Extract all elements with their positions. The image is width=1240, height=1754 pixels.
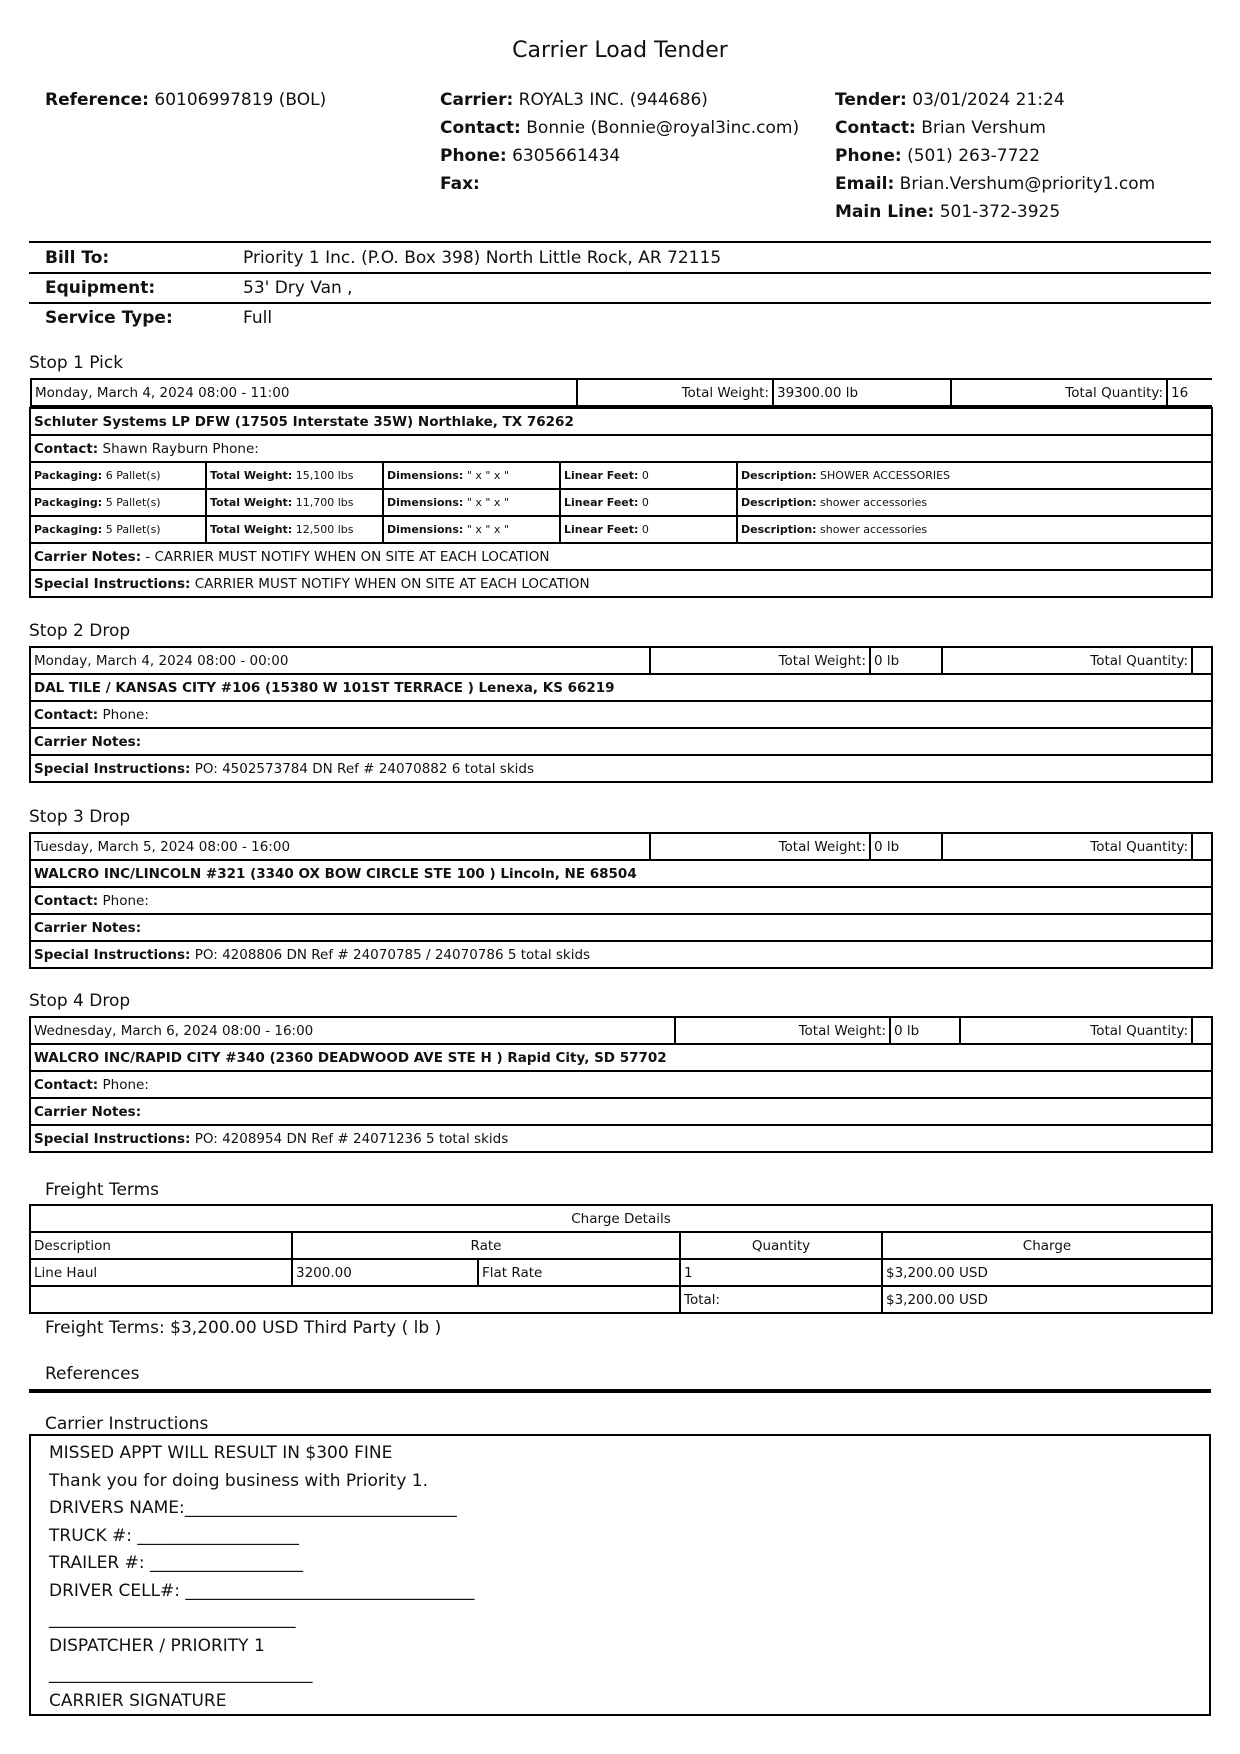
- bill-to-value: Priority 1 Inc. (P.O. Box 398) North Little Rock, AR 72115: [243, 248, 722, 268]
- stop-4-special-instructions: PO: 4208954 DN Ref # 24071236 5 total skids: [194, 1130, 509, 1147]
- packaging-label: Packaging:: [34, 523, 103, 536]
- truck-number-field: TRUCK #: ___________________: [49, 1525, 299, 1546]
- line-rate: 3200.00: [292, 1259, 478, 1286]
- stop-1-special-instructions: CARRIER MUST NOTIFY WHEN ON SITE AT EACH LOCATION: [194, 575, 590, 592]
- stop-4-date: Wednesday, March 6, 2024 08:00 - 16:00: [30, 1017, 675, 1044]
- stop-4-summary-row: [30, 1017, 1212, 1044]
- description-column-header: Description: [30, 1232, 292, 1259]
- instruction-line: MISSED APPT WILL RESULT IN $300 FINE: [49, 1443, 393, 1463]
- dimensions-value: " x " x ": [466, 523, 509, 536]
- stop-3-summary-row: [30, 833, 1212, 860]
- stop-3-total-quantity-label: Total Quantity:: [942, 833, 1192, 860]
- stop-1-contact-label: Contact:: [34, 440, 99, 457]
- references-divider: [29, 1389, 1211, 1393]
- table-row: [30, 462, 1212, 489]
- tender-email-value: Brian.Vershum@priority1.com: [899, 174, 1156, 194]
- description-label: Description:: [741, 496, 817, 509]
- charge-column-header: Charge: [882, 1232, 1212, 1259]
- equipment-row: [45, 273, 353, 303]
- drivers-name-field: DRIVERS NAME:________________________________: [49, 1498, 457, 1519]
- tender-value: 03/01/2024 21:24: [912, 90, 1065, 110]
- stop-3-table: [29, 832, 1213, 969]
- stop-2-location: DAL TILE / KANSAS CITY #106 (15380 W 101ST TERRACE ) Lenexa, KS 66219: [34, 679, 615, 696]
- carrier-instructions-title: Carrier Instructions: [45, 1414, 209, 1434]
- dispatcher-label: DISPATCHER / PRIORITY 1: [49, 1636, 265, 1657]
- stop-2-total-quantity-label: Total Quantity:: [942, 647, 1192, 674]
- tender-phone-value: (501) 263-7722: [907, 146, 1041, 166]
- instruction-line: Thank you for doing business with Priority 1.: [49, 1470, 428, 1491]
- item-weight-value: 11,700 lbs: [295, 496, 354, 509]
- stop-2-special-instructions-label: Special Instructions:: [34, 760, 191, 777]
- stop-2-total-weight-label: Total Weight:: [650, 647, 870, 674]
- stop-4-title: Stop 4 Drop: [29, 991, 131, 1011]
- linear-feet-value: 0: [641, 523, 649, 536]
- item-weight-label: Total Weight:: [210, 469, 293, 482]
- linear-feet-label: Linear Feet:: [564, 496, 639, 509]
- stop-1-carrier-notes-label: Carrier Notes:: [34, 548, 142, 565]
- reference-block: [45, 86, 326, 114]
- item-weight-label: Total Weight:: [210, 523, 293, 536]
- equipment-label: Equipment:: [45, 278, 156, 298]
- service-type-row: [45, 303, 272, 333]
- stop-3-location: WALCRO INC/LINCOLN #321 (3340 OX BOW CIRCLE STE 100 ) Lincoln, NE 68504: [34, 865, 637, 882]
- freight-terms-title: Freight Terms: [45, 1180, 160, 1200]
- carrier-label: Carrier:: [440, 90, 514, 110]
- stop-3-special-instructions: PO: 4208806 DN Ref # 24070785 / 24070786 5 total skids: [194, 946, 591, 963]
- reference-value: 60106997819 (BOL): [154, 90, 327, 110]
- stop-1-location: Schluter Systems LP DFW (17505 Interstate 35W) Northlake, TX 76262: [34, 413, 574, 430]
- stop-4-total-weight: 0 lb: [890, 1017, 960, 1044]
- packaging-value: 5 Pallet(s): [105, 496, 161, 509]
- line-quantity: 1: [680, 1259, 882, 1286]
- quantity-column-header: Quantity: [680, 1232, 882, 1259]
- item-weight-value: 12,500 lbs: [295, 523, 354, 536]
- carrier-signature-line: _______________________________: [49, 1663, 313, 1684]
- stop-2-date: Monday, March 4, 2024 08:00 - 00:00: [30, 647, 650, 674]
- carrier-instructions-box: [29, 1434, 1211, 1716]
- stop-4-contact-label: Contact:: [34, 1076, 99, 1093]
- charge-details-header: Charge Details: [30, 1205, 1212, 1232]
- stop-3-total-quantity: [1192, 833, 1212, 860]
- stop-4-total-quantity-label: Total Quantity:: [960, 1017, 1192, 1044]
- stop-3-contact-label: Contact:: [34, 892, 99, 909]
- line-rate-type: Flat Rate: [478, 1259, 680, 1286]
- stop-1-total-quantity-label: Total Quantity:: [951, 379, 1167, 406]
- equipment-value: 53' Dry Van ,: [243, 278, 353, 298]
- stop-1-total-quantity: 16: [1167, 379, 1212, 406]
- description-value: shower accessories: [820, 523, 928, 536]
- stop-1-total-weight-label: Total Weight:: [577, 379, 773, 406]
- stop-1-date: Monday, March 4, 2024 08:00 - 11:00: [31, 379, 577, 406]
- bill-to-row: [45, 243, 721, 273]
- stop-2-phone-label: Phone:: [102, 706, 149, 723]
- total-value: $3,200.00 USD: [882, 1286, 1212, 1313]
- stop-3-title: Stop 3 Drop: [29, 807, 131, 827]
- dimensions-value: " x " x ": [466, 469, 509, 482]
- item-weight-label: Total Weight:: [210, 496, 293, 509]
- description-label: Description:: [741, 523, 817, 536]
- stop-2-contact-label: Contact:: [34, 706, 99, 723]
- carrier-block: [440, 86, 799, 198]
- tender-block: [835, 86, 1155, 226]
- table-row: [30, 516, 1212, 543]
- description-value: shower accessories: [820, 496, 928, 509]
- stop-3-total-weight-label: Total Weight:: [650, 833, 870, 860]
- stop-4-total-quantity: [1192, 1017, 1212, 1044]
- packaging-value: 5 Pallet(s): [105, 523, 161, 536]
- item-weight-value: 15,100 lbs: [295, 469, 354, 482]
- stop-2-title: Stop 2 Drop: [29, 621, 131, 641]
- driver-cell-field: DRIVER CELL#: __________________________________: [49, 1580, 475, 1601]
- stop-1-special-instructions-label: Special Instructions:: [34, 575, 191, 592]
- stop-4-carrier-notes-label: Carrier Notes:: [34, 1103, 142, 1120]
- line-description: Line Haul: [30, 1259, 292, 1286]
- stop-2-total-weight: 0 lb: [870, 647, 942, 674]
- carrier-fax-label: Fax:: [440, 174, 480, 194]
- table-row: [30, 1259, 1212, 1286]
- stop-1-title: Stop 1 Pick: [29, 353, 124, 373]
- stop-4-location: WALCRO INC/RAPID CITY #340 (2360 DEADWOOD AVE STE H ) Rapid City, SD 57702: [34, 1049, 667, 1066]
- service-type-label: Service Type:: [45, 308, 173, 328]
- stop-4-special-instructions-label: Special Instructions:: [34, 1130, 191, 1147]
- stop-2-special-instructions: PO: 4502573784 DN Ref # 24070882 6 total skids: [194, 760, 535, 777]
- tender-contact-value: Brian Vershum: [921, 118, 1046, 138]
- line-charge: $3,200.00 USD: [882, 1259, 1212, 1286]
- linear-feet-value: 0: [641, 469, 649, 482]
- dimensions-label: Dimensions:: [387, 496, 464, 509]
- stop-3-phone-label: Phone:: [102, 892, 149, 909]
- stop-1-summary-row: [30, 378, 1212, 408]
- total-row: [30, 1286, 1212, 1313]
- stop-2-total-quantity: [1192, 647, 1212, 674]
- carrier-contact-value: Bonnie (Bonnie@royal3inc.com): [526, 118, 800, 138]
- stop-2-summary-row: [30, 647, 1212, 674]
- stop-1-table: [29, 378, 1213, 598]
- dimensions-label: Dimensions:: [387, 469, 464, 482]
- charge-columns-row: [30, 1232, 1212, 1259]
- tender-email-label: Email:: [835, 174, 895, 194]
- reference-label: Reference:: [45, 90, 149, 110]
- stop-4-total-weight-label: Total Weight:: [675, 1017, 890, 1044]
- stop-3-total-weight: 0 lb: [870, 833, 942, 860]
- linear-feet-label: Linear Feet:: [564, 469, 639, 482]
- dimensions-value: " x " x ": [466, 496, 509, 509]
- carrier-contact-label: Contact:: [440, 118, 521, 138]
- stop-3-carrier-notes-label: Carrier Notes:: [34, 919, 142, 936]
- stop-4-table: [29, 1016, 1213, 1153]
- bill-to-label: Bill To:: [45, 248, 110, 268]
- packaging-value: 6 Pallet(s): [105, 469, 161, 482]
- carrier-value: ROYAL3 INC. (944686): [518, 90, 708, 110]
- description-value: SHOWER ACCESSORIES: [820, 469, 951, 482]
- stop-1-contact: Shawn Rayburn Phone:: [102, 440, 259, 457]
- tender-contact-label: Contact:: [835, 118, 916, 138]
- stop-3-special-instructions-label: Special Instructions:: [34, 946, 191, 963]
- dimensions-label: Dimensions:: [387, 523, 464, 536]
- packaging-label: Packaging:: [34, 469, 103, 482]
- stop-4-phone-label: Phone:: [102, 1076, 149, 1093]
- charge-details-table: [29, 1204, 1213, 1314]
- carrier-phone-value: 6305661434: [512, 146, 621, 166]
- linear-feet-label: Linear Feet:: [564, 523, 639, 536]
- tender-phone-label: Phone:: [835, 146, 902, 166]
- trailer-number-field: TRAILER #: __________________: [49, 1553, 303, 1574]
- rate-column-header: Rate: [292, 1232, 680, 1259]
- freight-terms-summary: Freight Terms: $3,200.00 USD Third Party ( lb ): [45, 1318, 442, 1338]
- main-line-value: 501-372-3925: [939, 202, 1061, 222]
- references-title: References: [45, 1364, 140, 1384]
- dispatcher-signature-line: _____________________________: [49, 1608, 296, 1629]
- page-title: Carrier Load Tender: [512, 38, 728, 63]
- stop-2-table: [29, 646, 1213, 783]
- stop-2-carrier-notes-label: Carrier Notes:: [34, 733, 142, 750]
- main-line-label: Main Line:: [835, 202, 935, 222]
- carrier-signature-label: CARRIER SIGNATURE: [49, 1691, 227, 1712]
- packaging-label: Packaging:: [34, 496, 103, 509]
- stop-1-carrier-notes: - CARRIER MUST NOTIFY WHEN ON SITE AT EACH LOCATION: [145, 548, 550, 565]
- stop-3-date: Tuesday, March 5, 2024 08:00 - 16:00: [30, 833, 650, 860]
- carrier-phone-label: Phone:: [440, 146, 507, 166]
- stop-1-total-weight: 39300.00 lb: [773, 379, 951, 406]
- total-label: Total:: [680, 1286, 882, 1313]
- table-row: [30, 489, 1212, 516]
- service-type-value: Full: [243, 308, 273, 328]
- tender-label: Tender:: [835, 90, 907, 110]
- description-label: Description:: [741, 469, 817, 482]
- linear-feet-value: 0: [641, 496, 649, 509]
